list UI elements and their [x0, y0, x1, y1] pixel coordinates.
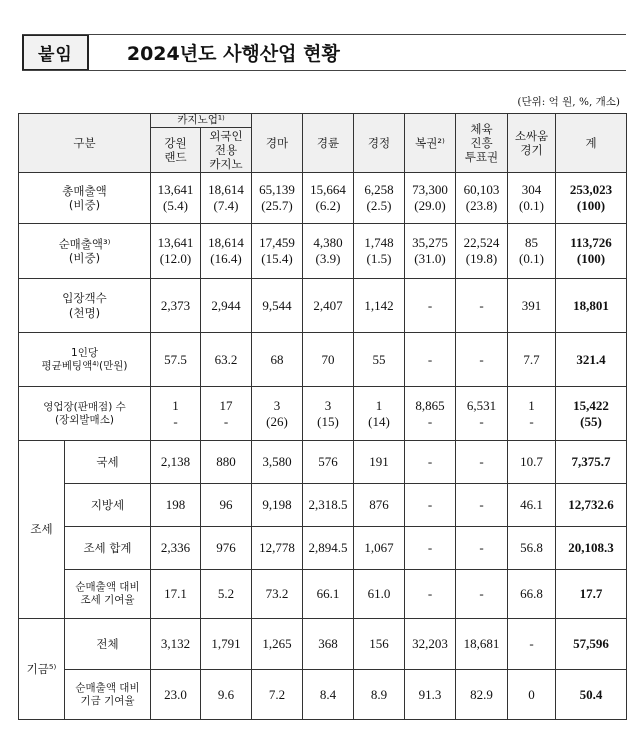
value-cell: 9.6 — [201, 670, 252, 720]
value-cell: 73,300 — [412, 182, 448, 198]
row-net-sales — [19, 224, 627, 279]
value-cell: - — [456, 527, 508, 570]
value-cell: 5.2 — [201, 570, 252, 619]
value-cell: 1,265 — [252, 619, 303, 670]
value-cell: 3,132 — [151, 619, 201, 670]
header-total: 계 — [556, 114, 627, 173]
header-foreign-casino: 외국인 전용 카지노 — [201, 128, 252, 173]
share-cell: (23.8) — [465, 198, 498, 213]
value-cell: 8.4 — [303, 670, 354, 720]
row-tax-ratio — [19, 570, 627, 619]
value-cell: 35,275 — [412, 235, 448, 251]
value-cell: 17,459 — [259, 235, 295, 251]
value-cell: 23.0 — [151, 670, 201, 720]
value-cell: 22,524 — [463, 235, 500, 251]
value-cell: 66.1 — [303, 570, 354, 619]
row-tax-total — [19, 527, 627, 570]
value-cell: 12,778 — [252, 527, 303, 570]
value-cell: 91.3 — [405, 670, 456, 720]
total-cell: 12,732.6 — [556, 484, 627, 527]
row-local-tax — [19, 484, 627, 527]
tax-group-label: 조세 — [19, 441, 65, 619]
value-cell: 2,138 — [151, 441, 201, 484]
value-cell: 8,865 — [415, 397, 445, 413]
value-cell: 57.5 — [151, 333, 201, 387]
header-bullfight: 소싸움 경기 — [508, 114, 556, 173]
value-cell: 61.0 — [354, 570, 405, 619]
value-cell: 1 — [528, 397, 535, 413]
share-cell: (100) — [576, 198, 606, 213]
value-cell: 70 — [303, 333, 354, 387]
row-gross-sales — [19, 173, 627, 224]
share-cell: (25.7) — [261, 198, 293, 213]
value-cell: 368 — [303, 619, 354, 670]
total-cell: 15,422 — [573, 397, 609, 413]
value-cell: - — [405, 527, 456, 570]
value-cell: 1,142 — [354, 279, 405, 333]
header-cycle-racing: 경륜 — [303, 114, 354, 173]
row-label: 순매출액³⁾ (비중) — [19, 224, 151, 279]
total-cell: 7,375.7 — [556, 441, 627, 484]
total-cell: 17.7 — [556, 570, 627, 619]
value-cell: 880 — [201, 441, 252, 484]
value-cell: 1 — [375, 397, 383, 413]
row-label: 총매출액 (비중) — [19, 173, 151, 224]
value-cell: - — [405, 484, 456, 527]
header-casino-group: 카지노업¹⁾ — [151, 114, 252, 128]
row-label: 조세 합계 — [65, 527, 151, 570]
row-label: 순매출액 대비 조세 기여율 — [65, 570, 151, 619]
value-cell: 65,139 — [259, 182, 295, 198]
share-cell: (15.4) — [261, 251, 293, 266]
total-cell: 50.4 — [556, 670, 627, 720]
sub-value-cell: (55) — [580, 413, 602, 429]
share-cell: (2.5) — [366, 198, 392, 213]
value-cell: 6,258 — [364, 182, 394, 198]
sub-value-cell: - — [479, 413, 484, 429]
share-cell: (29.0) — [414, 198, 446, 213]
value-cell: 96 — [201, 484, 252, 527]
share-cell: (1.5) — [366, 251, 392, 266]
header-category: 구분 — [19, 114, 151, 173]
value-cell: 876 — [354, 484, 405, 527]
row-label: 국세 — [65, 441, 151, 484]
share-cell: (12.0) — [159, 251, 192, 266]
sub-value-cell: (14) — [368, 413, 390, 429]
row-fund-ratio — [19, 670, 627, 720]
row-label: 순매출액 대비 기금 기여율 — [65, 670, 151, 720]
header-kangwon-land: 강원 랜드 — [151, 128, 201, 173]
value-cell: 10.7 — [508, 441, 556, 484]
value-cell: 2,407 — [303, 279, 354, 333]
value-cell: - — [508, 619, 556, 670]
value-cell: 85 — [525, 235, 538, 251]
page-title: 2024년도 사행산업 현황 — [126, 42, 340, 65]
value-cell: 60,103 — [463, 182, 500, 198]
share-cell: (0.1) — [519, 198, 544, 213]
value-cell: 156 — [354, 619, 405, 670]
value-cell: - — [405, 333, 456, 387]
value-cell: 304 — [521, 182, 542, 198]
value-cell: - — [405, 570, 456, 619]
sub-value-cell: - — [529, 413, 534, 429]
value-cell: 2,336 — [151, 527, 201, 570]
row-national-tax — [19, 441, 627, 484]
total-cell: 18,801 — [556, 279, 627, 333]
value-cell: 0 — [508, 670, 556, 720]
value-cell: 9,544 — [252, 279, 303, 333]
value-cell: 46.1 — [508, 484, 556, 527]
header-boat-racing: 경정 — [354, 114, 405, 173]
value-cell: 56.8 — [508, 527, 556, 570]
header-sports-toto: 체육 진흥 투표권 — [456, 114, 508, 173]
sub-value-cell: - — [173, 413, 178, 429]
row-outlets — [19, 387, 627, 441]
sub-value-cell: (15) — [317, 413, 339, 429]
total-cell: 113,726 — [570, 235, 612, 251]
header-lottery: 복권²⁾ — [405, 114, 456, 173]
value-cell: 32,203 — [405, 619, 456, 670]
value-cell: 1,791 — [201, 619, 252, 670]
value-cell: 7.2 — [252, 670, 303, 720]
row-label: 입장객수 (천명) — [19, 279, 151, 333]
share-cell: (5.4) — [163, 198, 188, 213]
value-cell: 17 — [219, 397, 233, 413]
header-top-rule — [22, 34, 626, 35]
value-cell: 1 — [172, 397, 179, 413]
total-cell: 253,023 — [569, 182, 613, 198]
row-fund-total — [19, 619, 627, 670]
value-cell: 1,067 — [354, 527, 405, 570]
value-cell: 6,531 — [466, 397, 497, 413]
value-cell: 4,380 — [313, 235, 343, 251]
value-cell: 3 — [273, 397, 281, 413]
row-label: 영업장(판매점) 수 (장외발매소) — [19, 387, 151, 441]
share-cell: (0.1) — [519, 251, 544, 266]
value-cell: - — [456, 333, 508, 387]
sub-value-cell: - — [223, 413, 229, 429]
value-cell: - — [456, 441, 508, 484]
gambling-industry-table — [18, 113, 627, 720]
value-cell: 1,748 — [364, 235, 394, 251]
sub-value-cell: (26) — [266, 413, 288, 429]
sub-value-cell: - — [427, 413, 433, 429]
total-cell: 321.4 — [556, 333, 627, 387]
value-cell: - — [456, 279, 508, 333]
attachment-badge: 붙임 — [22, 34, 89, 71]
value-cell: - — [405, 279, 456, 333]
share-cell: (16.4) — [210, 251, 242, 266]
value-cell: 8.9 — [354, 670, 405, 720]
value-cell: 18,614 — [208, 182, 244, 198]
total-cell: 20,108.3 — [556, 527, 627, 570]
value-cell: 13,641 — [157, 235, 194, 251]
row-label: 전체 — [65, 619, 151, 670]
value-cell: 7.7 — [508, 333, 556, 387]
value-cell: 82.9 — [456, 670, 508, 720]
value-cell: 976 — [201, 527, 252, 570]
value-cell: 13,641 — [157, 182, 194, 198]
value-cell: 63.2 — [201, 333, 252, 387]
share-cell: (19.8) — [465, 251, 498, 266]
fund-group-label: 기금⁵⁾ — [19, 619, 65, 720]
value-cell: 18,614 — [208, 235, 244, 251]
value-cell: - — [405, 441, 456, 484]
value-cell: 2,318.5 — [303, 484, 354, 527]
total-cell: 57,596 — [556, 619, 627, 670]
value-cell: 18,681 — [456, 619, 508, 670]
value-cell: 3 — [324, 397, 332, 413]
value-cell: 2,894.5 — [303, 527, 354, 570]
value-cell: 66.8 — [508, 570, 556, 619]
value-cell: 68 — [252, 333, 303, 387]
header-horse-racing: 경마 — [252, 114, 303, 173]
value-cell: 15,664 — [310, 182, 346, 198]
share-cell: (7.4) — [213, 198, 239, 213]
value-cell: 576 — [303, 441, 354, 484]
share-cell: (100) — [576, 251, 606, 266]
row-visitors — [19, 279, 627, 333]
share-cell: (31.0) — [414, 251, 446, 266]
value-cell: 2,944 — [201, 279, 252, 333]
share-cell: (6.2) — [315, 198, 341, 213]
value-cell: - — [456, 484, 508, 527]
value-cell: 3,580 — [252, 441, 303, 484]
value-cell: 2,373 — [151, 279, 201, 333]
row-label: 1인당 평균베팅액⁴⁾(만원) — [19, 333, 151, 387]
document-header — [22, 34, 340, 70]
unit-note: (단위: 억 원, %, 개소) — [517, 96, 620, 108]
value-cell: 17.1 — [151, 570, 201, 619]
header-bottom-rule — [22, 70, 626, 71]
value-cell: 9,198 — [252, 484, 303, 527]
value-cell: 73.2 — [252, 570, 303, 619]
row-label: 지방세 — [65, 484, 151, 527]
value-cell: 55 — [354, 333, 405, 387]
value-cell: 391 — [508, 279, 556, 333]
share-cell: (3.9) — [315, 251, 341, 266]
row-per-capita-bet — [19, 333, 627, 387]
value-cell: 191 — [354, 441, 405, 484]
value-cell: - — [456, 570, 508, 619]
value-cell: 198 — [151, 484, 201, 527]
